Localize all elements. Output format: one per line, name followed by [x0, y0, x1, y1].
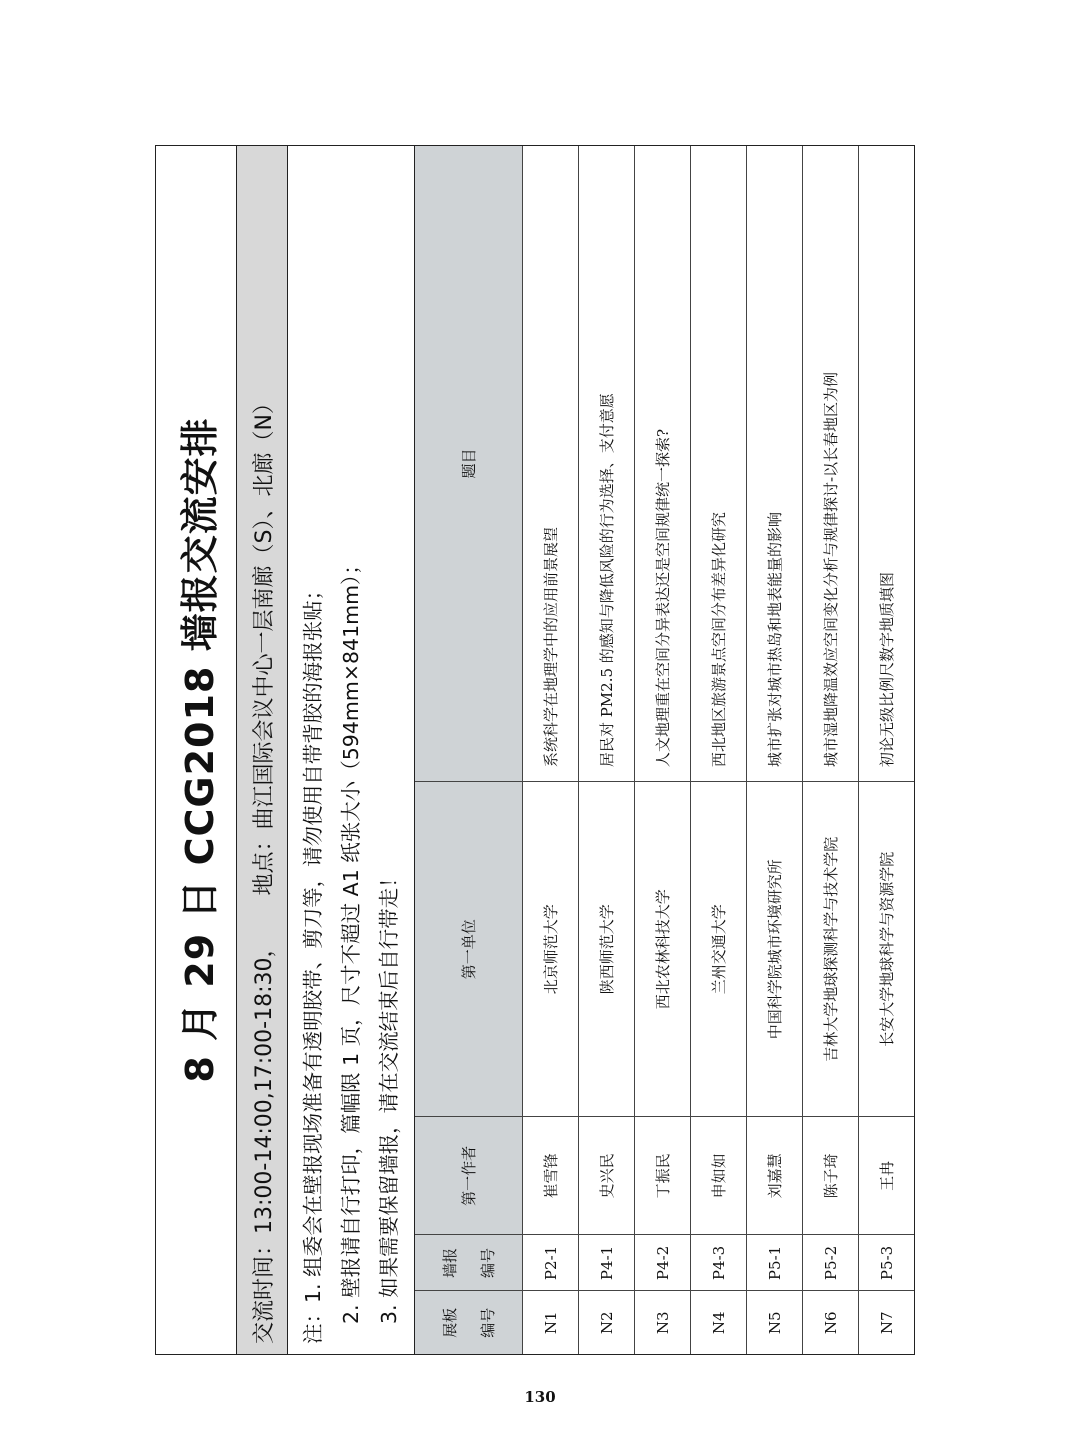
- poster-number: P4-3: [691, 1235, 747, 1291]
- topic: 城市扩张对城市热岛和地表能量的影响: [747, 146, 803, 782]
- first-unit: 中国科学院城市环境研究所: [747, 782, 803, 1117]
- board-number: N2: [579, 1291, 635, 1354]
- board-number: N7: [859, 1291, 915, 1354]
- first-unit: 陕西师范大学: [579, 782, 635, 1117]
- first-unit: 兰州交通大学: [691, 782, 747, 1117]
- first-author: 丁振民: [635, 1117, 691, 1235]
- first-author: 崔雪锋: [523, 1117, 579, 1235]
- schedule-frame: [155, 145, 915, 1355]
- topic: 初论无级比例尺数字地质填图: [859, 146, 915, 782]
- note-line: 3. 如果需要保留墙报，请在交流结束后自行带走！: [377, 867, 401, 1324]
- note-line: 2. 壁报请自行打印，篇幅限 1 页，尺寸不超过 A1 纸张大小（594mm×841mm）；: [339, 554, 363, 1324]
- table-row: [859, 146, 915, 1354]
- board-number: N5: [747, 1291, 803, 1354]
- table-row: [747, 146, 803, 1354]
- table-row: [803, 146, 859, 1354]
- topic: 系统科学在地理学中的应用前景展望: [523, 146, 579, 782]
- table-header-row: [415, 146, 523, 1354]
- poster-number: P5-3: [859, 1235, 915, 1291]
- board-number: N1: [523, 1291, 579, 1354]
- topic: 城市湿地降温效应空间变化分析与规律探讨-以长春地区为例: [803, 146, 859, 782]
- exchange-time: 交流时间：13:00-14:00,17:00-18:30，: [251, 935, 277, 1344]
- title-row: [156, 146, 237, 1354]
- first-author: 申如如: [691, 1117, 747, 1235]
- table-row: [523, 146, 579, 1354]
- board-number: N6: [803, 1291, 859, 1354]
- first-author: 刘嘉慧: [747, 1117, 803, 1235]
- note-line: 注：1. 组委会在壁报现场准备有透明胶带、剪刀等，请勿使用自带背胶的海报张贴；: [301, 579, 325, 1344]
- first-author: 王冉: [859, 1117, 915, 1235]
- info-row: [237, 146, 288, 1354]
- first-unit: 长安大学地球科学与资源学院: [859, 782, 915, 1117]
- table-row: [691, 146, 747, 1354]
- topic: 人文地理重在空间分异表达还是空间规律统一探索?: [635, 146, 691, 782]
- topic: 西北地区旅游景点空间分布差异化研究: [691, 146, 747, 782]
- first-unit: 北京师范大学: [523, 782, 579, 1117]
- page-number: 130: [524, 1388, 556, 1406]
- poster-table: [415, 146, 914, 1354]
- header-board-line2: 编号: [478, 1307, 497, 1338]
- poster-number: P4-2: [635, 1235, 691, 1291]
- header-poster-line2: 编号: [478, 1247, 497, 1278]
- board-number: N3: [635, 1291, 691, 1354]
- board-number: N4: [691, 1291, 747, 1354]
- poster-number: P5-2: [803, 1235, 859, 1291]
- table-row: [579, 146, 635, 1354]
- first-unit: 西北农林科技大学: [635, 782, 691, 1117]
- poster-number: P5-1: [747, 1235, 803, 1291]
- notes-block: [288, 146, 415, 1354]
- first-author: 陈子琦: [803, 1117, 859, 1235]
- header-author: 第一作者: [415, 1117, 523, 1235]
- exchange-location: 地点：曲江国际会议中心一层南廊（S）、北廊（N）: [251, 392, 277, 896]
- header-unit: 第一单位: [415, 782, 523, 1117]
- table-row: [635, 146, 691, 1354]
- poster-number: P2-1: [523, 1235, 579, 1291]
- header-board: [415, 1291, 523, 1354]
- header-poster: [415, 1235, 523, 1291]
- first-author: 史兴民: [579, 1117, 635, 1235]
- topic: 居民对 PM2.5 的感知与降低风险的行为选择、支付意愿: [579, 146, 635, 782]
- header-topic: 题目: [415, 146, 523, 782]
- header-board-line1: 展板: [440, 1307, 459, 1338]
- page-title: 8 月 29 日 CCG2018 墙报交流安排: [177, 417, 222, 1083]
- poster-number: P4-1: [579, 1235, 635, 1291]
- first-unit: 吉林大学地球探测科学与技术学院: [803, 782, 859, 1117]
- header-poster-line1: 墙报: [440, 1247, 459, 1278]
